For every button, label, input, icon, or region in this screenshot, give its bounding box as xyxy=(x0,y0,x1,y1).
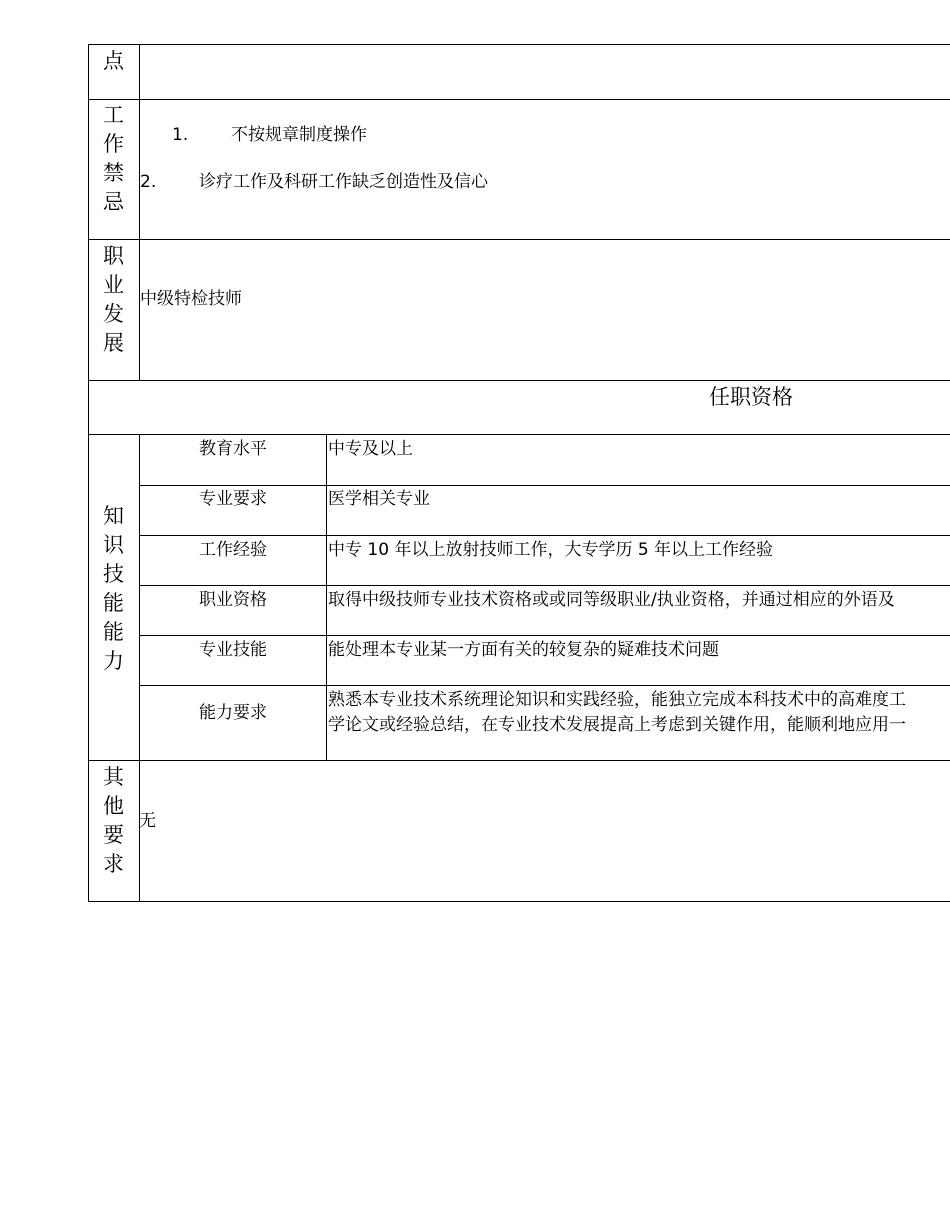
major-value: 医学相关专业 xyxy=(328,489,430,509)
rule-after-knowledge xyxy=(88,760,950,761)
skills-value: 能处理本专业某一方面有关的较复杂的疑难技术问题 xyxy=(328,640,719,660)
rule-knowledge-1 xyxy=(139,485,950,486)
other-value: 无 xyxy=(139,811,156,831)
other-label: 其 他 要 求 xyxy=(103,765,124,876)
rule-top xyxy=(88,44,950,45)
rule-after-qual-title xyxy=(88,434,950,435)
experience-value: 中专 10 年以上放射技师工作，大专学历 5 年以上工作经验 xyxy=(328,540,774,560)
taboo-item-2-text: 诊疗工作及科研工作缺乏创造性及信心 xyxy=(199,172,488,192)
rule-label-col-top xyxy=(139,44,140,380)
major-label: 专业要求 xyxy=(199,489,267,509)
rule-after-taboos xyxy=(88,239,950,240)
education-label: 教育水平 xyxy=(199,439,267,459)
taboo-item-2-num: 2. xyxy=(140,172,157,192)
ability-label: 能力要求 xyxy=(199,703,267,723)
skills-label: 专业技能 xyxy=(199,640,267,660)
career-label: 职 业 发 展 xyxy=(103,244,124,355)
rule-knowledge-2 xyxy=(139,535,950,536)
rule-knowledge-4 xyxy=(139,635,950,636)
certification-label: 职业资格 xyxy=(199,590,267,610)
taboo-item-1-text: 不按规章制度操作 xyxy=(231,125,367,145)
rule-knowledge-sub xyxy=(326,434,327,761)
ability-value-line1: 熟悉本专业技术系统理论知识和实践经验，能独立完成本科技术中的高难度工 xyxy=(328,690,906,710)
career-value: 中级特检技师 xyxy=(140,289,242,309)
taboos-label: 工 作 禁 忌 xyxy=(103,103,124,214)
education-value: 中专及以上 xyxy=(328,439,413,459)
rule-bottom xyxy=(88,901,950,902)
key-points-label: 点 xyxy=(103,49,124,73)
certification-value: 取得中级技师专业技术资格或或同等级职业/执业资格，并通过相应的外语及 xyxy=(328,590,895,610)
experience-label: 工作经验 xyxy=(199,540,267,560)
ability-value-line2: 学论文或经验总结，在专业技术发展提高上考虑到关键作用，能顺利地应用一 xyxy=(328,715,906,735)
rule-after-key-points xyxy=(88,99,950,100)
knowledge-label: 知 识 技 能 能 力 xyxy=(103,504,124,673)
rule-knowledge-5 xyxy=(139,685,950,686)
qualifications-title: 任职资格 xyxy=(709,385,793,409)
taboo-item-1-num: 1. xyxy=(172,125,189,145)
rule-after-career xyxy=(88,380,950,381)
rule-knowledge-3 xyxy=(139,585,950,586)
